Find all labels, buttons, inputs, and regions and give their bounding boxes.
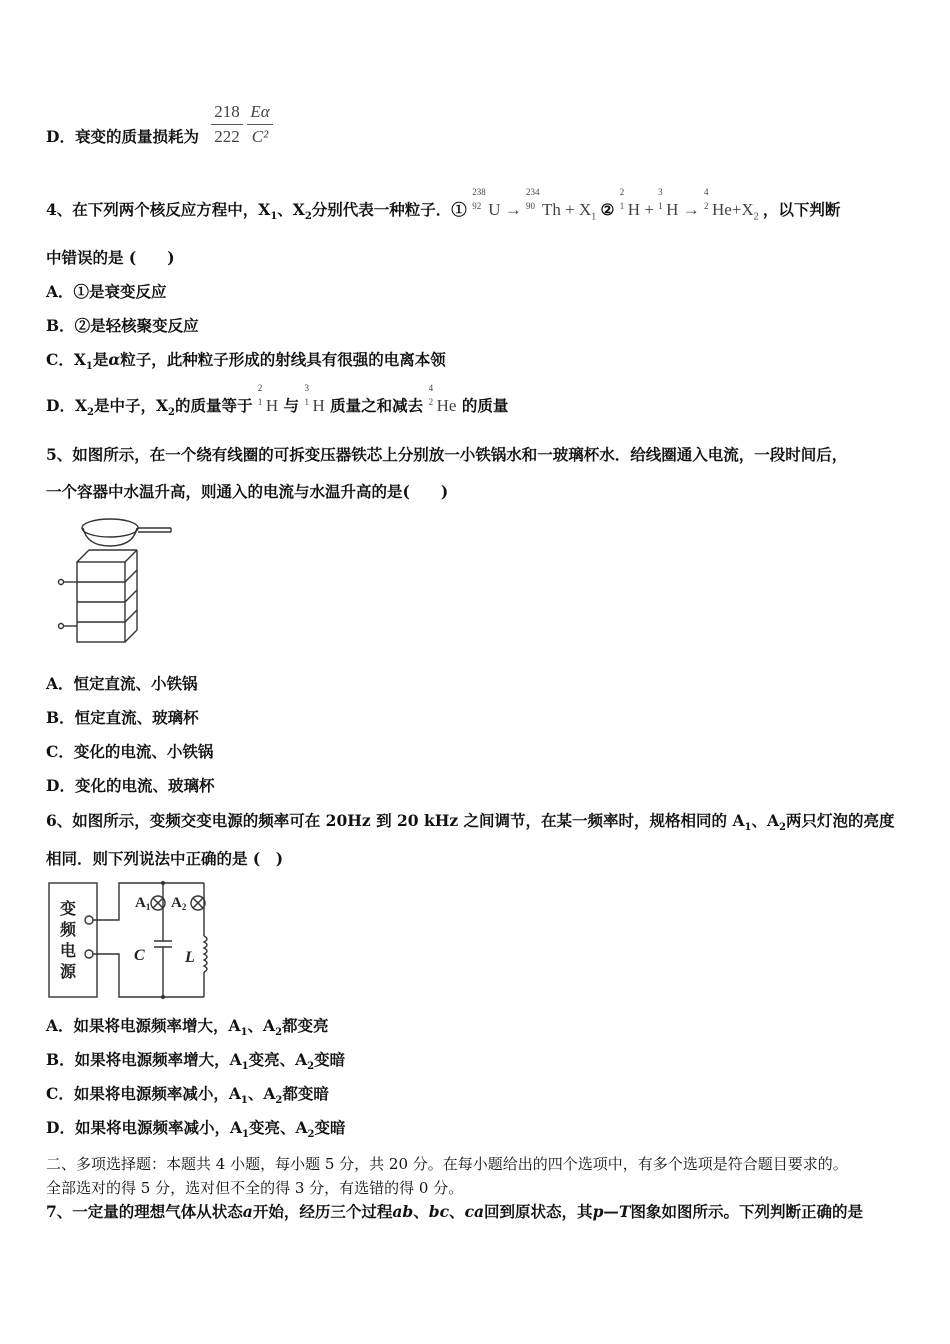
q4-option-b: B．②是轻核聚变反应 (46, 316, 199, 335)
q5-option-b: B．恒定直流、玻璃杯 (46, 708, 199, 727)
q3-fraction-energy: Eα C² (247, 102, 273, 147)
q7-stem: 7、一定量的理想气体从状态a开始，经历三个过程ab、bc、ca回到原状态，其p—T图象如图所示。下列判断正确的是 (46, 1202, 863, 1221)
q4-equation-1: 238 92 U → 234 90 $Th + X_1$ (472, 187, 597, 223)
q4-equation-2: 2 1 H + 3 1 H → 4 2 $He+X_2$ (619, 187, 759, 223)
q4-option-c: C．$X_1$是α粒子，此种粒子形成的射线具有很强的电离本领 (46, 350, 446, 373)
q4-option-a: A．①是衰变反应 (46, 282, 167, 301)
q5-stem-line2: 一个容器中水温升高，则通入的电流与水温升高的是( ) (46, 482, 449, 501)
svg-text:L: L (185, 949, 195, 966)
q6-option-c: C．如果将电源频率减小，$A_1$、$A_2$都变暗 (46, 1084, 329, 1107)
svg-text:A1: $A_1$ (135, 895, 151, 912)
q6-circuit-figure (46, 880, 216, 1002)
q6-option-a: A．如果将电源频率增大，$A_1$、$A_2$都变亮 (46, 1016, 329, 1039)
q6-source-char-3: 电 (60, 943, 77, 960)
q5-option-d: D．变化的电流、玻璃杯 (46, 776, 215, 795)
q4-option-d: D．$X_2$是中子，$X_2$的质量等于 2 1 H 与 3 1 H 质量之和减去 4 2 He 的质量 (46, 383, 509, 419)
q6-option-b: B．如果将电源频率增大，$A_1$变亮、$A_2$变暗 (46, 1050, 346, 1073)
q6-source-char-1: 变 (60, 901, 77, 918)
q6-source-char-2: 频 (60, 922, 77, 939)
q5-option-a: A．恒定直流、小铁锅 (46, 674, 198, 693)
svg-text:A2: $A_2$ (171, 895, 187, 912)
q4-stem-line2: 中错误的是 ( ) (46, 248, 175, 267)
section2-instructions-line2: 全部选对的得 5 分，选对但不全的得 3 分，有选错的得 0 分。 (46, 1179, 464, 1197)
q3-fraction-mass-ratio: 218 222 (211, 102, 243, 147)
q5-option-c: C．变化的电流、小铁锅 (46, 742, 214, 761)
q6-option-d: D．如果将电源频率减小，$A_1$变亮、$A_2$变暗 (46, 1118, 346, 1141)
q5-transformer-figure (55, 510, 185, 650)
section2-instructions-line1: 二、多项选择题：本题共 4 小题，每小题 5 分，共 20 分。在每小题给出的四个选项中，有多个选项是符合题目要求的。 (46, 1155, 848, 1173)
q3-option-d: D．衰变的质量损耗为 (46, 127, 199, 146)
q6-stem-line1: 6、如图所示，变频交变电源的频率可在 20Hz 到 20 kHz 之间调节，在某一频率时，规格相同的 $A_1$、$A_2$两只灯泡的亮度 (46, 811, 895, 834)
q6-source-char-4: 源 (60, 964, 77, 981)
q6-stem-line2: 相同．则下列说法中正确的是 ( ) (46, 849, 284, 868)
svg-text:C: C (134, 947, 145, 964)
q4-stem-line1: 4、在下列两个核反应方程中，$X_1$、$X_2$分别代表一种粒子．① 238 92 U → 234 90 $Th + X_1$ ② 2 1 H + 3 1 H → 4 2 $He+X_2$ ，以下判断 (46, 187, 841, 223)
q5-stem-line1: 5、如图所示，在一个绕有线圈的可拆变压器铁芯上分别放一小铁锅水和一玻璃杯水．给线圈通入电流，一段时间后， (46, 445, 848, 464)
